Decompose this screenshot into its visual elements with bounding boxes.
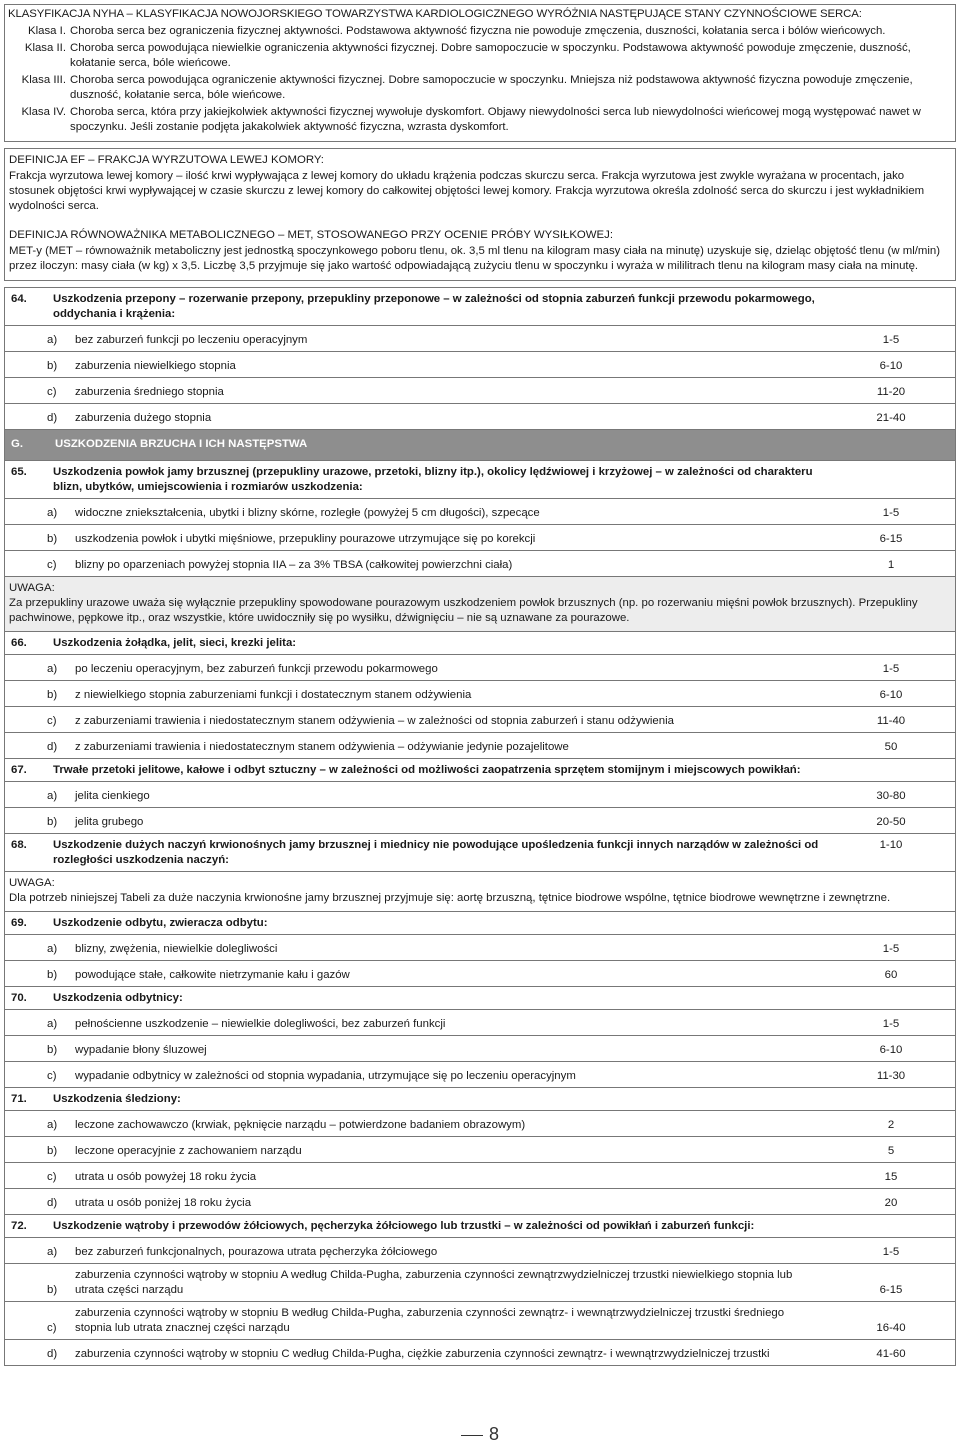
row-letter: b) — [47, 689, 58, 701]
row-value: 60 — [884, 969, 898, 981]
row-text: zaburzenia czynności wątroby w stopniu C według Childa-Pugha, ciężkie zaburzenia czynności zewnątrz- i wewnątrzwydzielniczej trzustki — [75, 1348, 770, 1360]
table-row — [5, 1010, 955, 1036]
row-text: z niewielkiego stopnia zaburzeniami funkcji i dostatecznym stanem odżywienia — [75, 689, 472, 701]
table-row — [5, 935, 955, 961]
ef-definition-title: DEFINICJA EF – FRAKCJA WYRZUTOWA LEWEJ KOMORY: — [9, 154, 324, 166]
item-number: 71. — [11, 1093, 27, 1105]
nyha-class-label: Klasa I. — [28, 25, 66, 37]
row-text: blizny, zwężenia, niewielkie dolegliwości — [75, 943, 278, 955]
row-letter: b) — [47, 1284, 58, 1296]
item-72-header — [5, 1215, 955, 1238]
document-page — [4, 4, 956, 1366]
table-row — [5, 1137, 955, 1163]
row-value: 1 — [887, 559, 895, 571]
item-title: Trwałe przetoki jelitowe, kałowe i odbyt sztuczny – w zależności od możliwości zaopatrzenia sprzętem stomijnym i miejscowych powikłań: — [53, 764, 801, 776]
row-text: wypadanie błony śluzowej — [75, 1044, 207, 1056]
item-number: 69. — [11, 917, 27, 929]
nyha-classification — [4, 4, 956, 142]
note-label: UWAGA: — [9, 582, 55, 594]
row-letter: b) — [47, 360, 58, 372]
row-text: jelita cienkiego — [75, 790, 150, 802]
note-68 — [5, 872, 955, 912]
row-letter: c) — [47, 1070, 57, 1082]
item-66-header — [5, 632, 955, 655]
item-title: Uszkodzenia żołądka, jelit, sieci, krezki jelita: — [53, 637, 297, 649]
nyha-class-row — [8, 105, 952, 135]
row-value: 11-40 — [876, 715, 906, 727]
table-row — [5, 378, 955, 404]
page-footer — [0, 1424, 960, 1445]
row-letter: a) — [47, 663, 58, 675]
row-letter: a) — [47, 1018, 58, 1030]
table-row — [5, 1238, 955, 1264]
table-row — [5, 326, 955, 352]
row-text: zaburzenia czynności wątroby w stopniu A według Childa-Pugha, zaburzenia czynności zewnątrzwydzielniczej trzustki niewielkiego stopnia lub utrata części narządu — [75, 1269, 793, 1296]
row-text: bez zaburzeń funkcjonalnych, pourazowa utrata pęcherzyka żółciowego — [75, 1246, 438, 1258]
item-title: Uszkodzenie wątroby i przewodów żółciowych, pęcherzyka żółciowego lub trzustki – w zależności od powikłań i zaburzeń funkcji: — [53, 1220, 755, 1232]
table-row — [5, 681, 955, 707]
item-title: Uszkodzenia przepony – rozerwanie przepony, przepukliny przeponowe – w zależności od stopnia zaburzeń funkcji przewodu pokarmowego, oddychania i krążenia: — [53, 293, 815, 320]
item-68-header — [5, 834, 955, 872]
row-value: 15 — [884, 1171, 898, 1183]
nyha-class-label: Klasa II. — [24, 42, 66, 54]
row-text: pełnościenne uszkodzenie – niewielkie dolegliwości, bez zaburzeń funkcji — [75, 1018, 446, 1030]
table-row — [5, 352, 955, 378]
table-row — [5, 961, 955, 987]
injury-table — [4, 287, 956, 1366]
item-number: 70. — [11, 992, 27, 1004]
row-value: 50 — [884, 741, 898, 753]
row-value: 1-5 — [882, 334, 900, 346]
item-title: Uszkodzenie odbytu, zwieracza odbytu: — [53, 917, 268, 929]
row-text: zaburzenia dużego stopnia — [75, 412, 212, 424]
row-text: leczone operacyjnie z zachowaniem narządu — [75, 1145, 302, 1157]
row-value: 6-15 — [879, 533, 903, 545]
row-letter: b) — [47, 969, 58, 981]
row-text: leczone zachowawczo (krwiak, pęknięcie narządu – potwierdzone badaniem obrazowym) — [75, 1119, 526, 1131]
item-title: Uszkodzenie dużych naczyń krwionośnych jamy brzusznej i miednicy nie powodujące upośledzenia funkcji innych narządów w zależności od rozległości uszkodzenia naczyń: — [53, 839, 819, 866]
row-letter: d) — [47, 412, 58, 424]
row-value: 11-20 — [876, 386, 906, 398]
item-64-header — [5, 288, 955, 326]
row-text: utrata u osób powyżej 18 roku życia — [75, 1171, 257, 1183]
row-value: 30-80 — [876, 790, 906, 802]
row-text: jelita grubego — [75, 816, 144, 828]
table-row — [5, 1036, 955, 1062]
note-text: Dla potrzeb niniejszej Tabeli za duże naczynia krwionośne jamy brzusznej przyjmuje się: aortę brzuszną, tętnice biodrowe wspólne, tętnice biodrowe wewnętrzne i zewnętrzne. — [9, 892, 891, 904]
row-letter: d) — [47, 741, 58, 753]
row-letter: d) — [47, 1348, 58, 1360]
nyha-class-row — [8, 73, 952, 103]
row-letter: d) — [47, 1197, 58, 1209]
item-69-header — [5, 912, 955, 935]
nyha-title: KLASYFIKACJA NYHA – KLASYFIKACJA NOWOJORSKIEGO TOWARZYSTWA KARDIOLOGICZNEGO WYRÓŻNIA NASTĘPUJĄCE STANY CZYNNOŚCIOWE SERCA: — [8, 8, 862, 20]
row-value: 1-5 — [882, 943, 900, 955]
row-letter: a) — [47, 1246, 58, 1258]
table-row — [5, 655, 955, 681]
row-letter: a) — [47, 943, 58, 955]
row-text: blizny po oparzeniach powyżej stopnia IIA – za 3% TBSA (całkowitej powierzchni ciała) — [75, 559, 513, 571]
row-letter: c) — [47, 715, 57, 727]
row-letter: c) — [47, 1171, 57, 1183]
definitions-box — [4, 148, 956, 281]
table-row — [5, 733, 955, 759]
met-definition-title: DEFINICJA RÓWNOWAŻNIKA METABOLICZNEGO – MET, STOSOWANEGO PRZY OCENIE PRÓBY WYSIŁKOWEJ: — [9, 229, 613, 241]
row-value: 1-5 — [882, 507, 900, 519]
row-value: 20 — [884, 1197, 898, 1209]
row-value: 6-10 — [879, 689, 903, 701]
item-number: 65. — [11, 466, 27, 478]
note-label: UWAGA: — [9, 877, 55, 889]
row-text: powodujące stałe, całkowite nietrzymanie kału i gazów — [75, 969, 350, 981]
row-text: uszkodzenia powłok i ubytki mięśniowe, przepukliny pourazowe utrzymujące się po korekcji — [75, 533, 536, 545]
row-value: 6-10 — [879, 1044, 903, 1056]
item-71-header — [5, 1088, 955, 1111]
nyha-class-text: Choroba serca powodująca ograniczenie aktywności fizycznej. Dobre samopoczucie w spoczynku. Mniejsza niż podstawowa aktywność fizyczna powoduje zmęczenie, duszność, kołatanie serca, bóle wieńcowe. — [70, 74, 913, 101]
row-text: utrata u osób poniżej 18 roku życia — [75, 1197, 252, 1209]
row-text: bez zaburzeń funkcji po leczeniu operacyjnym — [75, 334, 308, 346]
row-value: 16-40 — [876, 1322, 906, 1334]
met-definition-text: MET-y (MET – równoważnik metaboliczny jest jednostką spoczynkowego poboru tlenu, ok. 3,5 ml tlenu na kilogram masy ciała na minutę) uzyskuje się, dzieląc objętość tlenu (w ml/min) przez iloczyn: masy ciała (w kg) x 3,5. Liczbę 3,5 przyjmuje się jako wartość odpowiadającą zużyciu tlenu w spoczynku i wyraża w mililitrach tlenu na kilogram masy ciała na minutę. — [9, 245, 941, 272]
row-text: wypadanie odbytnicy w zależności od stopnia wypadania, utrzymujące się po leczeniu operacyjnym — [75, 1070, 576, 1082]
row-text: widoczne zniekształcenia, ubytki i blizny skórne, rozległe (powyżej 5 cm długości), szpecące — [75, 507, 540, 519]
table-row — [5, 1302, 955, 1340]
row-letter: a) — [47, 334, 58, 346]
table-row — [5, 1340, 955, 1366]
row-value: 20-50 — [876, 816, 906, 828]
row-text: z zaburzeniami trawienia i niedostatecznym stanem odżywienia – odżywianie jedynie pozajelitowe — [75, 741, 569, 753]
item-number: 72. — [11, 1220, 27, 1232]
row-value: 11-30 — [876, 1070, 906, 1082]
table-row — [5, 1111, 955, 1137]
table-row — [5, 1062, 955, 1088]
row-letter: b) — [47, 1044, 58, 1056]
table-row — [5, 1264, 955, 1302]
row-letter: c) — [47, 559, 57, 571]
item-value: 1-10 — [879, 839, 903, 851]
row-value: 1-5 — [882, 1018, 900, 1030]
item-number: 66. — [11, 637, 27, 649]
row-value: 2 — [887, 1119, 895, 1131]
table-row — [5, 782, 955, 808]
table-row — [5, 551, 955, 577]
item-number: 64. — [11, 293, 27, 305]
nyha-class-text: Choroba serca, która przy jakiejkolwiek aktywności fizycznej wywołuje dyskomfort. Objawy niewydolności serca lub niewydolności wieńcowej mogą występować nawet w spoczynku. Jeśli zostanie podjęta jakakolwiek aktywność fizyczna, wzrasta dyskomfort. — [70, 106, 921, 133]
row-letter: c) — [47, 1322, 57, 1334]
nyha-class-label: Klasa IV. — [21, 106, 66, 118]
row-value: 21-40 — [876, 412, 906, 424]
row-value: 6-15 — [879, 1284, 903, 1296]
item-title: Uszkodzenia śledziony: — [53, 1093, 181, 1105]
row-value: 41-60 — [876, 1348, 906, 1360]
table-row — [5, 1189, 955, 1215]
table-row — [5, 1163, 955, 1189]
item-65-header — [5, 461, 955, 499]
row-letter: b) — [47, 816, 58, 828]
nyha-class-text: Choroba serca bez ograniczenia fizycznej aktywności. Podstawowa aktywność fizyczna nie powoduje zmęczenia, duszności, kołatania serca i bólów wieńcowych. — [70, 25, 886, 37]
nyha-class-row — [8, 24, 952, 39]
item-title: Uszkodzenia odbytnicy: — [53, 992, 183, 1004]
section-letter: G. — [11, 438, 24, 450]
row-letter: c) — [47, 386, 57, 398]
footer-dash — [461, 1435, 483, 1436]
row-text: po leczeniu operacyjnym, bez zaburzeń funkcji przewodu pokarmowego — [75, 663, 438, 675]
note-65 — [5, 577, 955, 632]
item-number: 68. — [11, 839, 27, 851]
row-letter: a) — [47, 790, 58, 802]
ef-definition-text: Frakcja wyrzutowa lewej komory – ilość krwi wypływająca z lewej komory do układu krążenia podczas skurczu serca. Frakcja wyrzutowa jest zwykle wyrażana w procentach, jako stosunek objętości krwi wypływającej w czasie skurczu z lewej komory do całkowitej objętości lewej komory. Frakcja wyrzutowa określa zdolność serca do skurczu i jest wykładnikiem wydolności serca. — [9, 170, 925, 212]
note-text: Za przepukliny urazowe uważa się wyłącznie przepukliny spowodowane pourazowym uszkodzeniem powłok brzusznych (np. po rozerwaniu mięśni powłok brzusznych). Przepukliny pachwinowe, pępkowe itp., oraz wszystkie, które uwidoczniły się po wysiłku, dźwignięciu – nie są uznawane za pourazowe. — [9, 597, 918, 624]
item-70-header — [5, 987, 955, 1010]
table-row — [5, 707, 955, 733]
row-letter: b) — [47, 533, 58, 545]
nyha-class-text: Choroba serca powodująca niewielkie ograniczenia aktywności fizycznej. Dobre samopoczucie w spoczynku. Podstawowa aktywność powoduje zmęczenie, duszność, kołatanie serca, bóle wieńcowe. — [70, 42, 911, 69]
section-title: USZKODZENIA BRZUCHA I ICH NASTĘPSTWA — [55, 438, 308, 450]
item-number: 67. — [11, 764, 27, 776]
table-row — [5, 525, 955, 551]
row-letter: a) — [47, 1119, 58, 1131]
nyha-class-row — [8, 41, 952, 71]
table-row — [5, 808, 955, 834]
row-value: 1-5 — [882, 663, 900, 675]
nyha-class-label: Klasa III. — [21, 74, 66, 86]
row-letter: a) — [47, 507, 58, 519]
item-title: Uszkodzenia powłok jamy brzusznej (przepukliny urazowe, przetoki, blizny itp.), okolicy lędźwiowej i krzyżowej – w zależności od charakteru blizn, ubytków, umiejscowienia i rozmiarów uszkodzenia: — [53, 466, 813, 493]
table-row — [5, 499, 955, 525]
item-67-header — [5, 759, 955, 782]
page-number: 8 — [488, 1424, 499, 1444]
table-row — [5, 404, 955, 430]
row-text: zaburzenia niewielkiego stopnia — [75, 360, 236, 372]
row-value: 1-5 — [882, 1246, 900, 1258]
row-text: zaburzenia średniego stopnia — [75, 386, 224, 398]
row-value: 6-10 — [879, 360, 903, 372]
row-value: 5 — [887, 1145, 895, 1157]
row-text: z zaburzeniami trawienia i niedostatecznym stanem odżywienia – w zależności od stopnia zaburzeń i stanu odżywienia — [75, 715, 674, 727]
section-g-header — [5, 430, 955, 461]
row-letter: b) — [47, 1145, 58, 1157]
row-text: zaburzenia czynności wątroby w stopniu B według Childa-Pugha, zaburzenia czynności zewnątrz- i wewnątrzwydzielniczej trzustki średniego stopnia lub utrata znacznej części narządu — [75, 1307, 785, 1334]
